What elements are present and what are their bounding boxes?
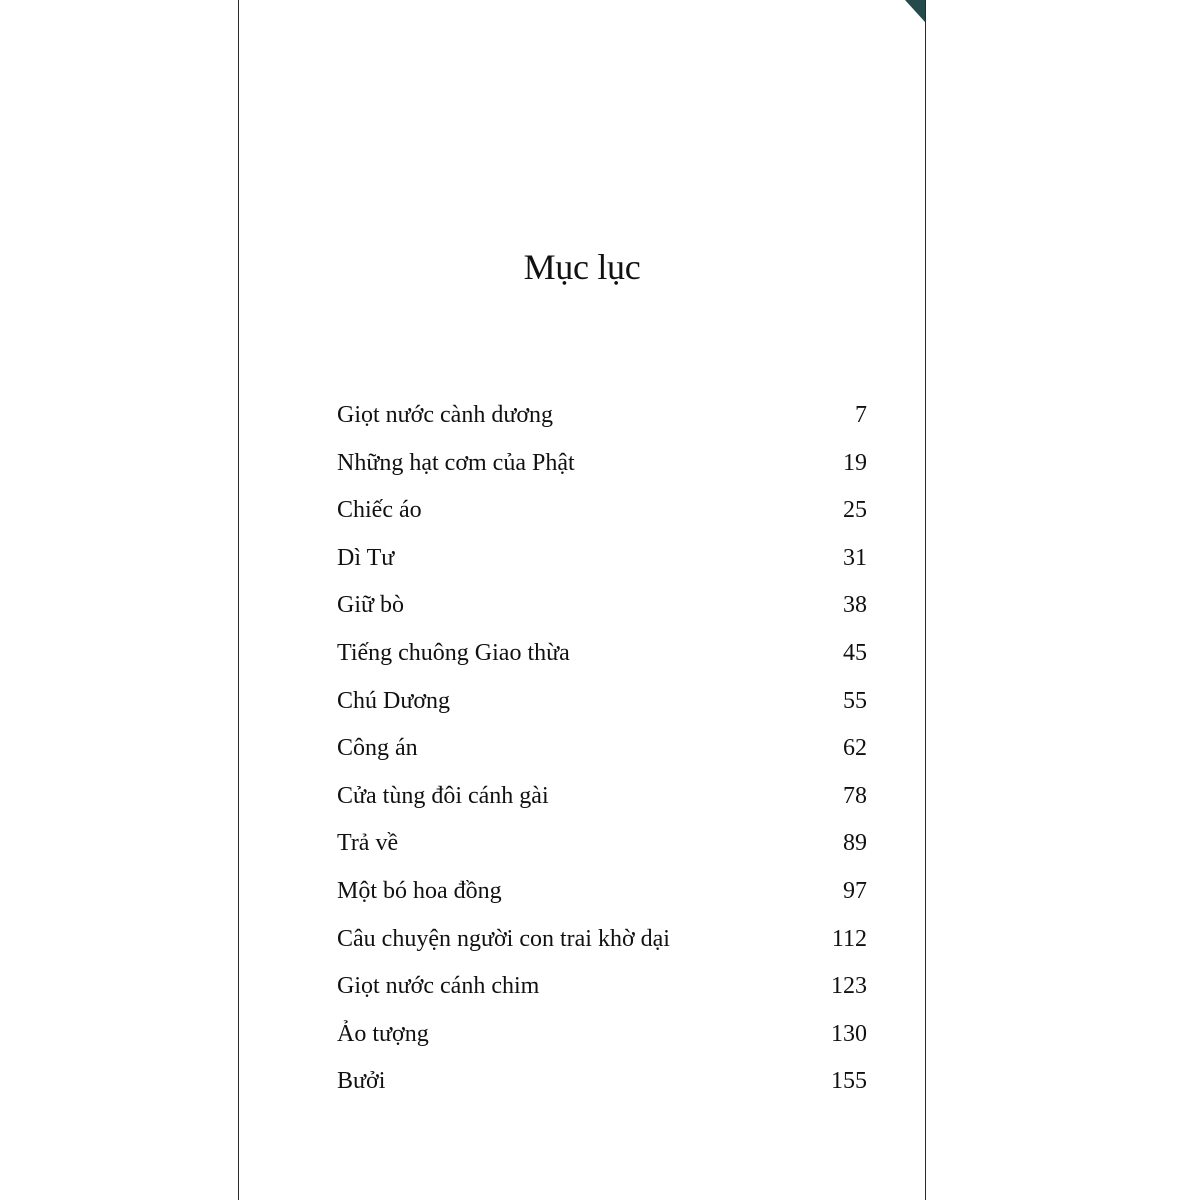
toc-entry-page: 31 bbox=[843, 544, 867, 571]
toc-entry-title: Cửa tùng đôi cánh gài bbox=[337, 782, 549, 809]
toc-entry-title: Tiếng chuông Giao thừa bbox=[337, 639, 570, 666]
toc-entry bbox=[337, 588, 867, 636]
toc-entry-title: Ảo tượng bbox=[337, 1020, 429, 1047]
toc-entry-page: 78 bbox=[843, 782, 867, 809]
toc-entry-page: 130 bbox=[831, 1020, 867, 1047]
table-of-contents bbox=[337, 398, 867, 1112]
toc-entry-page: 62 bbox=[843, 735, 867, 762]
page-corner bbox=[905, 0, 925, 22]
toc-entry-page: 55 bbox=[843, 687, 867, 714]
toc-entry-page: 38 bbox=[843, 592, 867, 619]
toc-entry-title: Công án bbox=[337, 735, 418, 762]
toc-entry bbox=[337, 731, 867, 779]
toc-entry bbox=[337, 541, 867, 589]
toc-entry bbox=[337, 779, 867, 827]
toc-entry bbox=[337, 493, 867, 541]
toc-entry bbox=[337, 398, 867, 446]
toc-entry-page: 89 bbox=[843, 830, 867, 857]
toc-entry-title: Giọt nước cánh chim bbox=[337, 973, 540, 1000]
toc-entry bbox=[337, 636, 867, 684]
toc-entry bbox=[337, 684, 867, 732]
page-title: Mục lục bbox=[523, 247, 641, 287]
toc-entry-title: Dì Tư bbox=[337, 544, 395, 571]
toc-entry-title: Bưởi bbox=[337, 1068, 386, 1095]
toc-entry-title: Giữ bò bbox=[337, 592, 405, 619]
toc-entry bbox=[337, 1064, 867, 1112]
toc-entry-page: 7 bbox=[855, 402, 867, 428]
toc-entry bbox=[337, 874, 867, 922]
toc-entry bbox=[337, 969, 867, 1017]
toc-entry-page: 45 bbox=[843, 639, 867, 666]
toc-entry bbox=[337, 446, 867, 494]
toc-entry bbox=[337, 922, 867, 970]
toc-entry bbox=[337, 1017, 867, 1065]
toc-entry-title: Chiếc áo bbox=[337, 497, 422, 524]
toc-entry-page: 25 bbox=[843, 497, 867, 524]
toc-entry-page: 97 bbox=[843, 877, 867, 904]
toc-entry-title: Một bó hoa đồng bbox=[337, 877, 502, 904]
toc-entry-page: 123 bbox=[831, 973, 867, 1000]
toc-entry-title: Những hạt cơm của Phật bbox=[337, 449, 575, 476]
toc-entry-page: 19 bbox=[843, 449, 867, 476]
toc-entry-title: Giọt nước cành dương bbox=[337, 402, 554, 428]
toc-entry-title: Câu chuyện người con trai khờ dại bbox=[337, 925, 670, 952]
toc-entry-title: Trả về bbox=[337, 830, 399, 857]
toc-entry-page: 112 bbox=[831, 925, 867, 952]
toc-entry-title: Chú Dương bbox=[337, 687, 451, 714]
book-page bbox=[238, 0, 926, 1200]
toc-entry bbox=[337, 826, 867, 874]
toc-entry-page: 155 bbox=[831, 1068, 867, 1095]
